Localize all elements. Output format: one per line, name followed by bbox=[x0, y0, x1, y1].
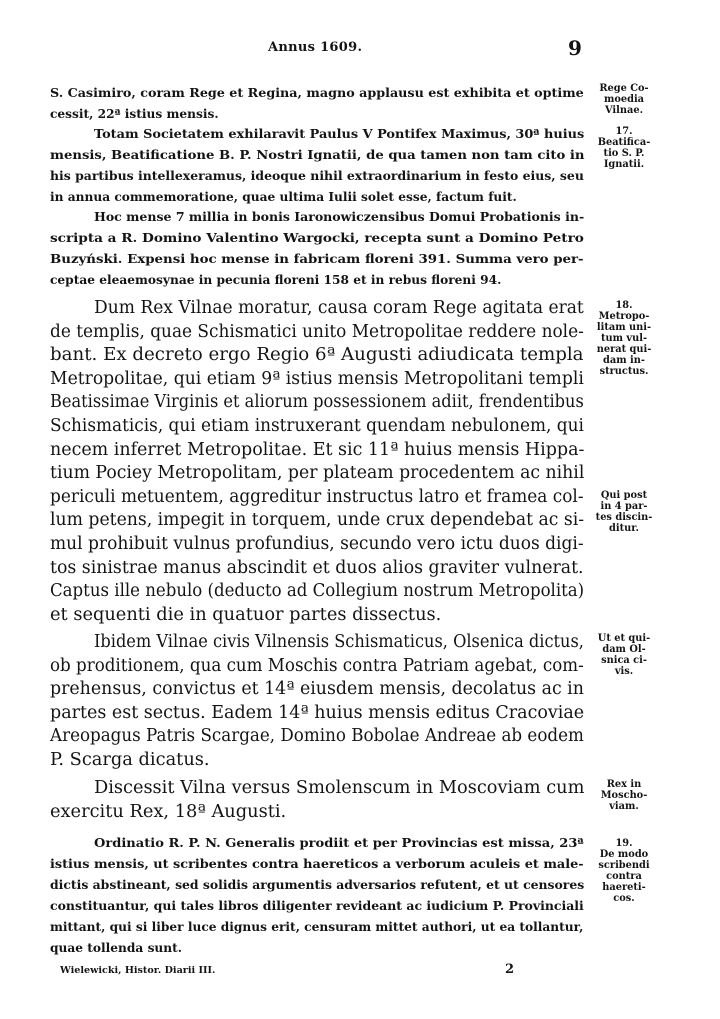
text-line: S. Casimiro, coram Rege et Regina, magno applausu est exhibita et optime bbox=[50, 86, 584, 100]
margin-note-de-modo bbox=[588, 838, 660, 904]
margin-note-line: structus. bbox=[599, 366, 649, 377]
page-number: 9 bbox=[568, 36, 582, 60]
margin-note-line: dam in- bbox=[603, 355, 645, 366]
margin-note-comoedia bbox=[588, 83, 660, 116]
margin-note-line: snica ci- bbox=[601, 655, 647, 666]
text-line: constituantur, qui tales libros diligenter revideant ac iudicium P. Provinciali bbox=[50, 899, 584, 913]
margin-note-line: Moscho- bbox=[600, 790, 648, 801]
text-line: Areopagus Patris Scargae, Domino Bobolae Andreae ab eodem bbox=[50, 725, 584, 747]
text-line: Discessit Vilna versus Smolenscum in Moscoviam cum bbox=[94, 777, 585, 798]
paragraph-p3 bbox=[50, 207, 584, 291]
text-line: lum petens, impegit in torquem, unde crux dependebat ac si- bbox=[50, 509, 585, 531]
text-line: necem inferret Metropolitae. Et sic 11ª huius mensis Hippa- bbox=[50, 438, 585, 460]
text-line: dictis abstineant, sed solidis argumentis adversarios refutent, et ut censores bbox=[50, 878, 585, 892]
margin-note-line: Qui post bbox=[600, 490, 648, 501]
margin-note-line: 18. bbox=[615, 300, 633, 311]
text-line: mittant, qui si liber luce dignus erit, censuram mittet authori, ut ea tollantur, bbox=[50, 920, 584, 934]
margin-note-line: viam. bbox=[609, 801, 639, 812]
margin-note-olvisnica bbox=[588, 633, 660, 677]
margin-note-beatificatio bbox=[588, 126, 660, 170]
margin-note-line: moedia bbox=[603, 94, 645, 105]
text-line: tium Pociey Metropolitam, per plateam procedentem ac nihil bbox=[50, 462, 585, 484]
footer-source: Wielewicki, Histor. Diarii III. bbox=[60, 965, 216, 976]
margin-note-line: nerat qui- bbox=[596, 344, 652, 355]
text-line: in annua commemoratione, quae ultima Iulii solet esse, factum fuit. bbox=[50, 190, 517, 204]
text-line: Totam Societatem exhilaravit Paulus V Pontifex Maximus, 30ª huius bbox=[94, 127, 585, 141]
margin-note-line: haereti- bbox=[602, 882, 646, 893]
text-line: istius mensis, ut scribentes contra haereticos a verborum aculeis et male- bbox=[50, 857, 584, 871]
text-line: Ibidem Vilnae civis Vilnensis Schismaticus, Olsenica dictus, bbox=[94, 631, 584, 652]
margin-note-line: litam uni- bbox=[596, 322, 652, 333]
text-line: Ordinatio R. P. N. Generalis prodiit et per Provincias est missa, 23ª bbox=[94, 836, 584, 850]
text-line: quae tollenda sunt. bbox=[50, 941, 183, 955]
margin-note-line: Rex in bbox=[606, 779, 642, 790]
text-line: ceptae eleaemosynae in pecunia floreni 158 et in rebus floreni 94. bbox=[50, 273, 502, 287]
margin-note-line: Ut et qui- bbox=[597, 633, 651, 644]
text-line: periculi metuentem, aggreditur instructus latro et framea col- bbox=[50, 485, 584, 507]
text-line: partes est sectus. Eadem 14ª huius mensis editus Cracoviae bbox=[50, 701, 585, 723]
margin-note-line: vis. bbox=[614, 666, 634, 677]
text-line: de templis, quae Schismatici unito Metropolitae reddere nole- bbox=[50, 320, 584, 342]
text-line: cessit, 22ª istius mensis. bbox=[50, 107, 219, 121]
text-line: Hoc mense 7 millia in bonis Iaronowiczensibus Domui Probationis in- bbox=[94, 210, 585, 224]
margin-note-line: Beatifica- bbox=[597, 137, 651, 148]
paragraph-p6 bbox=[50, 776, 584, 823]
margin-note-line: 17. bbox=[615, 126, 633, 137]
text-line: prehensus, convictus et 14ª eiusdem mensis, decolatus ac in bbox=[50, 678, 584, 700]
margin-note-line: Rege Co- bbox=[599, 83, 649, 94]
margin-note-line: 19. bbox=[615, 838, 633, 849]
text-line: ob proditionem, qua cum Moschis contra Patriam agebat, com- bbox=[50, 654, 584, 676]
text-line: bant. Ex decreto ergo Regio 6ª Augusti adiudicata templa bbox=[50, 344, 584, 366]
margin-note-rex-moschoviam bbox=[588, 779, 660, 812]
text-line: scripta a R. Domino Valentino Wargocki, recepta sunt a Domino Petro bbox=[50, 231, 584, 245]
margin-note-line: in 4 par- bbox=[600, 501, 648, 512]
text-line: his partibus intellexeramus, ideoque nihil extraordinarium in festo eius, seu bbox=[50, 169, 584, 183]
margin-note-qui-post bbox=[588, 490, 660, 534]
margin-note-line: contra bbox=[606, 871, 642, 882]
text-line: Buzyński. Expensi hoc mense in fabricam floreni 391. Summa vero per- bbox=[50, 252, 584, 266]
text-line: P. Scarga dicatus. bbox=[50, 749, 210, 770]
margin-note-line: De modo bbox=[599, 849, 649, 860]
paragraph-p4 bbox=[50, 296, 584, 626]
margin-note-metropolitam bbox=[588, 300, 660, 377]
text-line: tos sinistrae manus abscindit et duos alios graviter vulnerat. bbox=[50, 556, 584, 578]
text-line: Captus ille nebulo (deducto ad Collegium nostrum Metropolita) bbox=[50, 580, 585, 602]
paragraph-p2 bbox=[50, 124, 584, 208]
text-line: Dum Rex Vilnae moratur, causa coram Rege agitata erat bbox=[94, 297, 584, 318]
margin-note-line: tum vul- bbox=[600, 333, 648, 344]
text-line: Metropolitae, qui etiam 9ª istius mensis Metropolitani templi bbox=[50, 367, 584, 389]
text-line: mul prohibuit vulnus profundius, secundo vero ictu duos digi- bbox=[50, 533, 584, 554]
text-line: et sequenti die in quatuor partes dissectus. bbox=[50, 603, 442, 625]
text-line: Beatissimae Virginis et aliorum possessionem adiit, frendentibus bbox=[50, 391, 584, 413]
text-line: Schismaticis, qui etiam instruxerant quendam nebulonem, qui bbox=[50, 415, 584, 436]
text-line: exercitu Rex, 18ª Augusti. bbox=[50, 800, 287, 822]
margin-note-line: ditur. bbox=[609, 523, 639, 534]
margin-note-line: scribendi bbox=[598, 860, 650, 871]
margin-note-line: tio S. P. bbox=[603, 148, 645, 159]
margin-note-line: Ignatii. bbox=[603, 159, 645, 170]
margin-note-line: Vilnae. bbox=[605, 105, 643, 116]
paragraph-p1 bbox=[50, 83, 584, 125]
text-line: mensis, Beatificatione B. P. Nostri Ignatii, de qua tamen non tam cito in bbox=[50, 148, 585, 162]
margin-note-line: cos. bbox=[613, 893, 635, 904]
running-header-title: Annus 1609. bbox=[268, 40, 363, 55]
paragraph-p7 bbox=[50, 833, 584, 959]
paragraph-p5 bbox=[50, 630, 584, 772]
margin-note-line: Metropo- bbox=[598, 311, 650, 322]
margin-note-line: tes discin- bbox=[595, 512, 653, 523]
margin-note-line: dam Ol- bbox=[602, 644, 646, 655]
signature-mark: 2 bbox=[505, 962, 515, 977]
